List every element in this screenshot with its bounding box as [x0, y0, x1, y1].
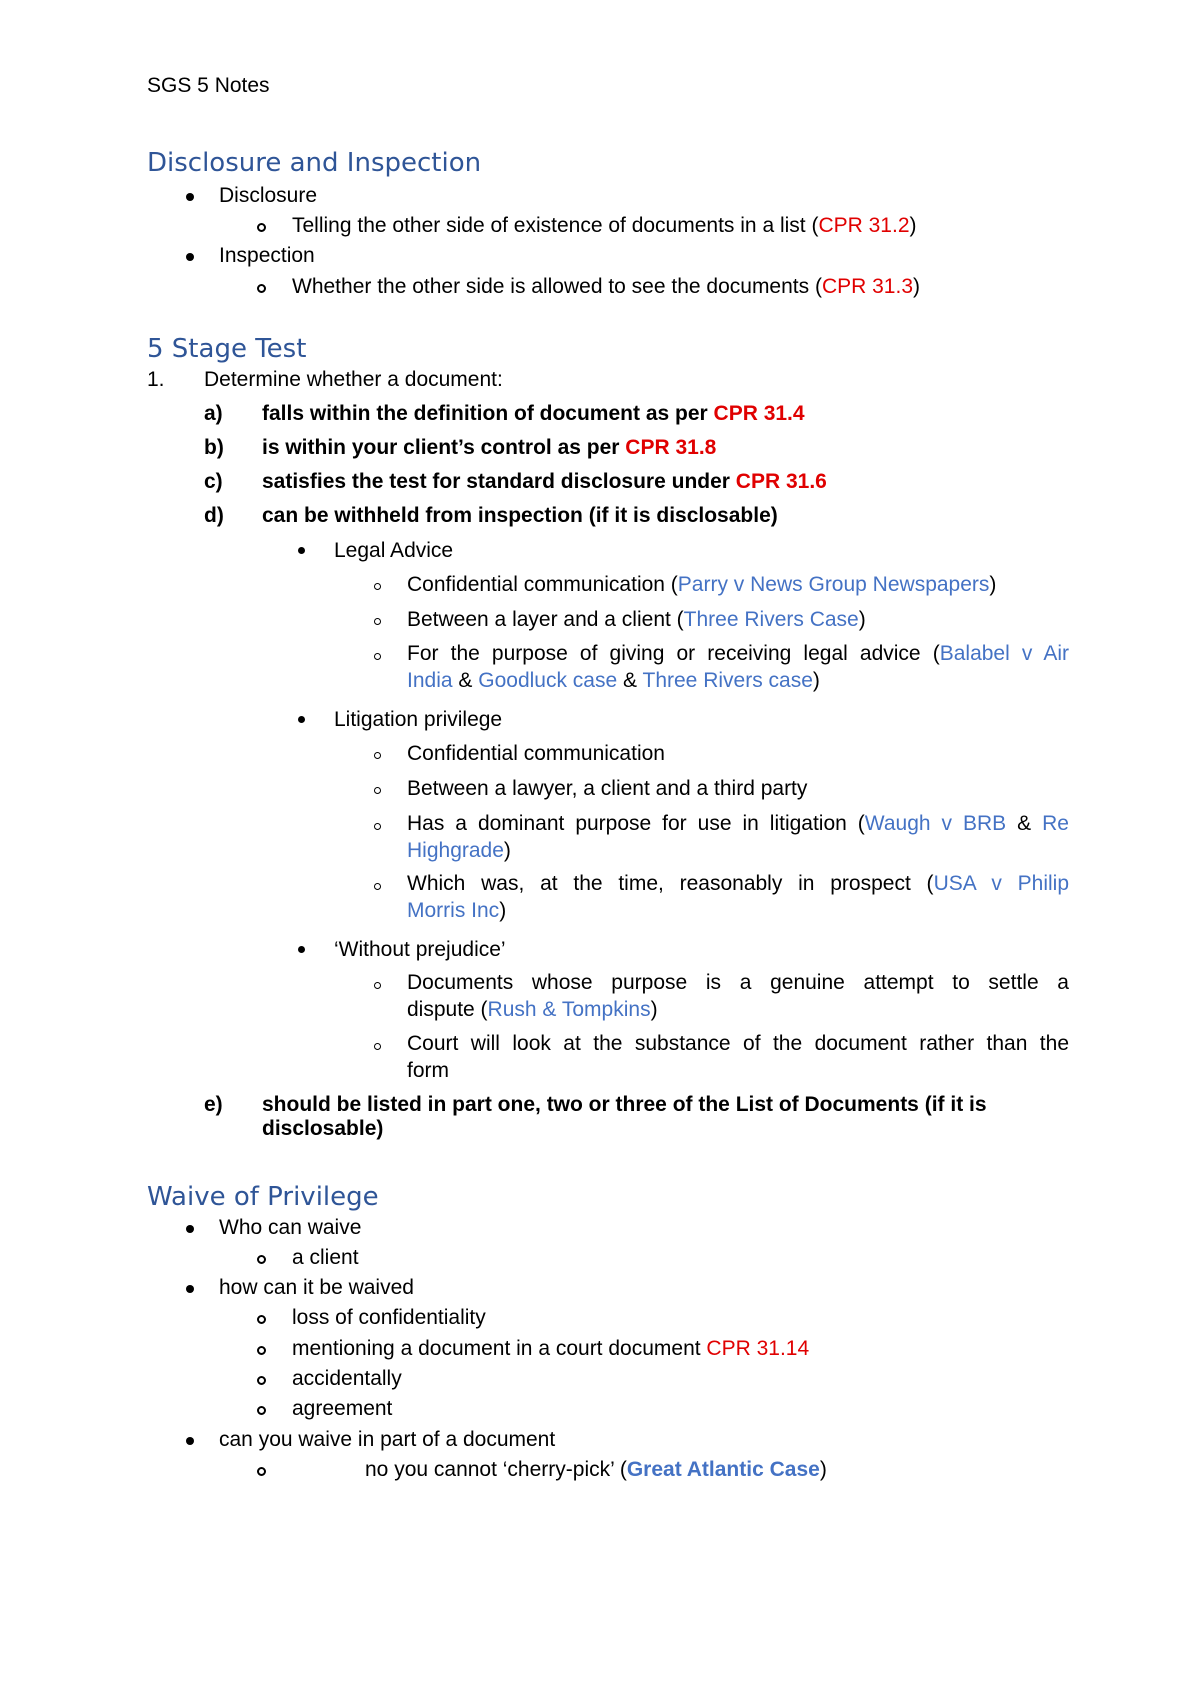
- list-marker: c): [204, 470, 223, 493]
- list-item: satisfies the test for standard disclosure under CPR 31.6: [262, 470, 827, 493]
- bullet-circle-icon: [257, 1406, 266, 1415]
- list-item: Disclosure: [219, 184, 318, 207]
- list-marker: e): [204, 1093, 223, 1116]
- list-item: Litigation privilege: [334, 708, 503, 731]
- list-item: Legal Advice: [334, 539, 454, 562]
- list-marker: d): [204, 504, 224, 527]
- list-marker: a): [204, 402, 223, 425]
- heading-5-stage-test: 5 Stage Test: [147, 334, 307, 364]
- list-item: ‘Without prejudice’: [334, 938, 506, 961]
- list-item: Telling the other side of existence of documents in a list (CPR 31.2): [292, 214, 917, 237]
- bullet-circle-icon: [374, 823, 381, 830]
- bullet-icon: [298, 547, 305, 554]
- bullet-icon: [298, 716, 305, 723]
- bullet-circle-icon: [374, 752, 381, 759]
- bullet-icon: [186, 1437, 194, 1445]
- list-item: a client: [292, 1246, 359, 1269]
- bullet-icon: [186, 1225, 194, 1233]
- list-item: Court will look at the substance of the document rather than the form: [407, 1032, 1069, 1082]
- list-item: For the purpose of giving or receiving legal advice (Balabel v Air India & Goodluck case & Three Rivers case): [407, 642, 1069, 692]
- list-marker: 1.: [147, 368, 165, 391]
- list-item: Between a lawyer, a client and a third party: [407, 777, 808, 800]
- list-item: how can it be waived: [219, 1276, 414, 1299]
- bullet-circle-icon: [374, 883, 381, 890]
- heading-waive-of-privilege: Waive of Privilege: [147, 1182, 379, 1212]
- bullet-circle-icon: [257, 284, 266, 293]
- list-item: agreement: [292, 1397, 393, 1420]
- list-item: should be listed in part one, two or three of the List of Documents (if it is disclosable): [262, 1093, 987, 1140]
- list-item: Has a dominant purpose for use in litigation (Waugh v BRB & Re Highgrade): [407, 812, 1069, 862]
- list-item: Between a layer and a client (Three Rivers Case): [407, 608, 866, 631]
- bullet-circle-icon: [374, 1043, 381, 1050]
- list-item: Documents whose purpose is a genuine attempt to settle a dispute (Rush & Tompkins): [407, 971, 1069, 1021]
- list-item: mentioning a document in a court document CPR 31.14: [292, 1337, 810, 1360]
- list-item: Whether the other side is allowed to see the documents (CPR 31.3): [292, 275, 920, 298]
- bullet-icon: [298, 946, 305, 953]
- list-item: Determine whether a document:: [204, 368, 503, 391]
- list-item: Confidential communication (Parry v News Group Newspapers): [407, 573, 997, 596]
- bullet-circle-icon: [374, 787, 381, 794]
- list-item: Inspection: [219, 244, 315, 267]
- list-item: loss of confidentiality: [292, 1306, 486, 1329]
- bullet-circle-icon: [257, 1315, 266, 1324]
- list-marker: b): [204, 436, 224, 459]
- list-item: can you waive in part of a document: [219, 1428, 556, 1451]
- bullet-circle-icon: [257, 1346, 266, 1355]
- bullet-circle-icon: [374, 583, 381, 590]
- bullet-icon: [186, 193, 194, 201]
- bullet-circle-icon: [257, 223, 266, 232]
- heading-disclosure-inspection: Disclosure and Inspection: [147, 148, 482, 178]
- list-item: can be withheld from inspection (if it is disclosable): [262, 504, 778, 527]
- bullet-circle-icon: [257, 1376, 266, 1385]
- list-item: no you cannot ‘cherry-pick’ (Great Atlantic Case): [365, 1458, 827, 1481]
- list-item: falls within the definition of document as per CPR 31.4: [262, 402, 805, 425]
- bullet-circle-icon: [374, 653, 381, 660]
- bullet-circle-icon: [257, 1467, 266, 1476]
- bullet-circle-icon: [374, 618, 381, 625]
- bullet-circle-icon: [374, 982, 381, 989]
- list-item: Confidential communication: [407, 742, 665, 765]
- list-item: Which was, at the time, reasonably in prospect (USA v Philip Morris Inc): [407, 872, 1069, 922]
- list-item: accidentally: [292, 1367, 402, 1390]
- bullet-icon: [186, 1285, 194, 1293]
- list-item: Who can waive: [219, 1216, 362, 1239]
- list-item: is within your client’s control as per CPR 31.8: [262, 436, 717, 459]
- page-header: SGS 5 Notes: [147, 74, 270, 97]
- bullet-circle-icon: [257, 1255, 266, 1264]
- bullet-icon: [186, 253, 194, 261]
